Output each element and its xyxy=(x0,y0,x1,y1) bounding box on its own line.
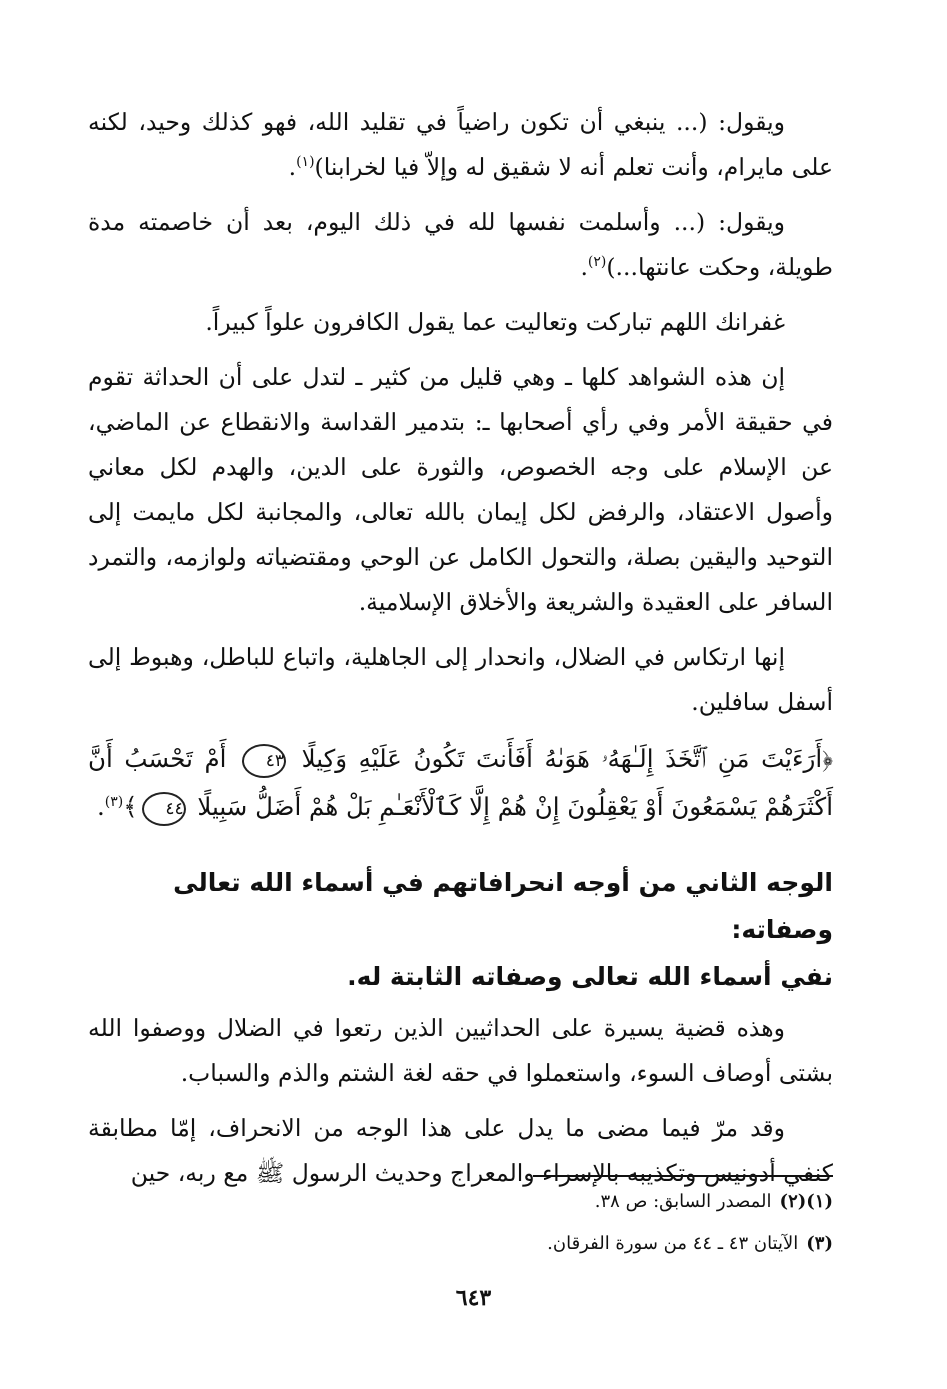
footnotes xyxy=(88,1175,833,1261)
footnote-text: الآيتان ٤٣ ـ ٤٤ من سورة الفرقان. xyxy=(547,1233,799,1254)
section-heading-line-2: نفي أسماء الله تعالى وصفاته الثابتة له. xyxy=(347,962,833,991)
page-number: ٦٤٣ xyxy=(455,1285,492,1311)
paragraph-text: وهذه قضية يسيرة على الحداثيين الذين رتعوا في الضلال ووصفوا الله بشتى أوصاف السوء، واستعملوا في حقه لغة الشتم والذم والسباب. xyxy=(88,1014,833,1087)
quran-verse-part-2: أَمْ تَحْسَبُ أَنَّ أَكْثَرَهُمْ يَسْمَعُونَ أَوْ يَعْقِلُونَ إِنْ هُمْ إِلَّا كَٱلْأَنْعَـٰمِ بَلْ هُمْ أَضَلُّ سَبِيلًا xyxy=(88,744,833,821)
paragraph-text: غفرانك اللهم تباركت وتعاليت عما يقول الكافرون علواً كبيراً. xyxy=(205,308,785,336)
paragraph-tail: . xyxy=(580,253,588,281)
paragraph-tail: . xyxy=(96,792,105,821)
quran-verse-part-1: أَرَءَيْتَ مَنِ ٱتَّخَذَ إِلَـٰهَهُۥ هَوَىٰهُ أَفَأَنتَ تَكُونُ عَلَيْهِ وَكِيلًا xyxy=(301,744,823,773)
paragraph-section-intro xyxy=(88,1006,833,1096)
paragraph-exclamation xyxy=(88,300,833,345)
footnote-item xyxy=(88,1227,833,1261)
footnote-ref-1[interactable]: (١) xyxy=(296,154,315,171)
footnote-number: (١)(٢) xyxy=(779,1191,833,1212)
paragraph-text: إن هذه الشواهد كلها ـ وهي قليل من كثير ـ لتدل على أن الحداثة تقوم في حقيقة الأمر وفي رأي أصحابها ـ: بتدمير القداسة والانقطاع عن الماضي، عن الإسلام على وجه الخصوص، والثورة على الدين، والهدم لكل معاني وأصول الاعتقاد، والرفض لكل إيمان بالله تعالى، والمجانبة لكل مايمت إلى التوحيد واليقين بصلة، والتحول الكامل عن الوحي ومقتضياته ولوازمه، والتمرد السافر على العقيدة والشريعة والأخلاق الإسلامية. xyxy=(88,363,833,616)
paragraph-text: ويقول: (... ينبغي أن تكون راضياً في تقليد الله، فهو كذلك وحيد، لكنه على مايرام، وأنت تعلم أنه لا شقيق له وإلاّ فيا لخرابنا) xyxy=(88,108,833,181)
paragraph-text: ويقول: (... وأسلمت نفسها لله في ذلك اليوم، بعد أن خاصمته مدة طويلة، وحكت عانتها...) xyxy=(88,208,833,281)
section-heading-line-1: الوجه الثاني من أوجه انحرافاتهم في أسماء الله تعالى وصفاته: xyxy=(173,868,833,944)
paragraph-text: وقد مرّ فيما مضى ما يدل على هذا الوجه من الانحراف، إمّا مطابقة كنفي أدونيس وتكذيبه بالإسراء والمعراج وحديث الرسول ﷺ مع ربه، حين xyxy=(88,1114,833,1187)
quran-close-bracket: ﴾ xyxy=(123,792,138,821)
paragraph-quote-2 xyxy=(88,200,833,290)
footnote-number: (٣) xyxy=(806,1233,833,1254)
footnote-item xyxy=(88,1185,833,1219)
paragraph-text: إنها ارتكاس في الضلال، وانحدار إلى الجاهلية، واتباع للباطل، وهبوط إلى أسفل سافلين. xyxy=(88,643,833,716)
footnote-text: المصدر السابق: ص ٣٨. xyxy=(594,1191,772,1212)
paragraph-quote-1 xyxy=(88,100,833,190)
paragraph-analysis xyxy=(88,355,833,625)
footnote-ref-2[interactable]: (٢) xyxy=(587,254,607,271)
footnote-divider xyxy=(533,1175,833,1177)
quran-open-bracket: ﴿ xyxy=(822,744,833,773)
paragraph-tail: . xyxy=(288,153,297,181)
footnote-ref-3[interactable]: (٣) xyxy=(104,793,124,810)
page-body xyxy=(88,100,833,1196)
section-heading xyxy=(88,859,833,1000)
ayah-number-marker: ٤٤ xyxy=(142,792,186,826)
paragraph-conclusion xyxy=(88,635,833,725)
ayah-number-marker: ٤٣ xyxy=(242,744,286,778)
quran-verse xyxy=(88,735,833,831)
